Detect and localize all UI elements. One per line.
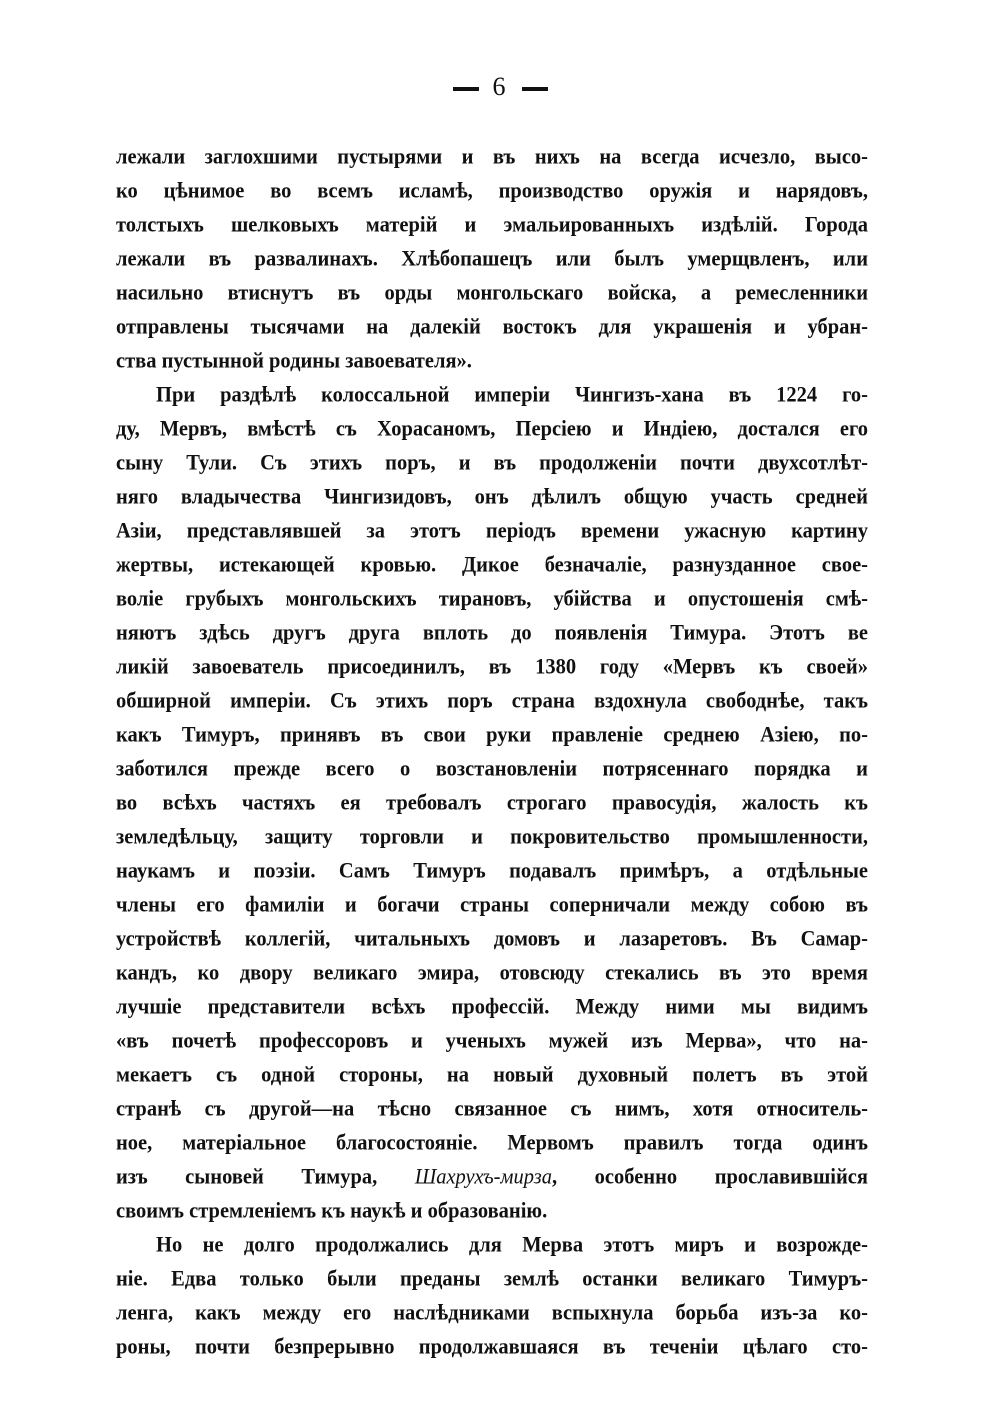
text-line: «въ почетѣ профессоровъ и ученыхъ мужей изъ Мерва», что на- <box>116 1029 868 1053</box>
text-line: При раздѣлѣ колоссальной имперіи Чингизъ-хана въ 1224 го- <box>156 383 868 407</box>
text-line: сыну Тули. Съ этихъ поръ, и въ продолженіи почти двухсотлѣт- <box>116 451 868 475</box>
page-number-value: 6 <box>492 72 508 101</box>
text-line: лежали заглохшими пустырями и въ нихъ на всегда исчезло, высо- <box>116 145 868 169</box>
text-line: жертвы, истекающей кровью. Дикое безначаліе, разнузданное свое- <box>116 553 868 577</box>
text-line: ніе. Едва только были преданы землѣ останки великаго Тимуръ- <box>116 1267 868 1291</box>
text-line: воліе грубыхъ монгольскихъ тирановъ, убійства и опустошенія смѣ- <box>116 587 868 611</box>
text-line: земледѣльцу, защиту торговли и покровительство промышленности, <box>116 825 868 849</box>
paragraph-1 <box>116 140 868 378</box>
page-number-left-dash <box>453 87 479 91</box>
text-line: няютъ здѣсь другъ друга вплоть до появленія Тимура. Этотъ ве <box>116 621 868 645</box>
text-line: насильно втиснутъ въ орды монгольскаго войска, а ремесленники <box>116 281 868 305</box>
text-line: своимъ стремленіемъ къ наукѣ и образованію. <box>116 1199 548 1223</box>
body-text <box>116 140 868 1364</box>
text-line: роны, почти безпрерывно продолжавшаяся въ теченіи цѣлаго сто- <box>116 1335 868 1359</box>
paragraph-3 <box>116 1228 868 1364</box>
text-line: лучшіе представители всѣхъ профессій. Между ними мы видимъ <box>116 995 868 1019</box>
text-line: во всѣхъ частяхъ ея требовалъ строгаго правосудія, жалость къ <box>116 791 868 815</box>
text-line: ко цѣнимое во всемъ исламѣ, производство оружія и нарядовъ, <box>116 179 868 203</box>
text-line: ства пустынной родины завоевателя». <box>116 349 472 373</box>
text-line: мекаетъ съ одной стороны, на новый духовный полетъ въ этой <box>116 1063 868 1087</box>
text-line: кандъ, ко двору великаго эмира, отовсюду стекались въ это время <box>116 961 868 985</box>
text-line: странѣ съ другой—на тѣсно связанное съ нимъ, хотя относитель- <box>116 1097 868 1121</box>
text-line: ду, Мервъ, вмѣстѣ съ Хорасаномъ, Персіею и Индіею, достался его <box>116 417 868 441</box>
text-line: какъ Тимуръ, принявъ въ свои руки правленіе среднею Азіею, по- <box>116 723 868 747</box>
page-number <box>0 72 1000 102</box>
text-line-with-italic: изъ сыновей Тимура, Шахрухъ-мирза, особенно прославившійся <box>116 1165 868 1189</box>
text-line: ное, матеріальное благосостояніе. Мервомъ правилъ тогда одинъ <box>116 1131 868 1155</box>
text-line: устройствѣ коллегій, читальныхъ домовъ и лазаретовъ. Въ Самар- <box>116 927 868 951</box>
text-line: заботился прежде всего о возстановленіи потрясеннаго порядка и <box>116 757 868 781</box>
italic-name: Шахрухъ-мирза <box>414 1165 552 1189</box>
text-line: обширной имперіи. Съ этихъ поръ страна вздохнула свободнѣе, такъ <box>116 689 868 713</box>
text-line: члены его фамиліи и богачи страны соперничали между собою въ <box>116 893 868 917</box>
text-line: Азіи, представлявшей за этотъ періодъ времени ужасную картину <box>116 519 868 543</box>
paragraph-2 <box>116 378 868 1228</box>
text-line: отправлены тысячами на далекій востокъ для украшенія и убран- <box>116 315 868 339</box>
text-line: Но не долго продолжались для Мерва этотъ миръ и возрожде- <box>156 1233 868 1257</box>
text-line: няго владычества Чингизидовъ, онъ дѣлилъ общую участь средней <box>116 485 868 509</box>
page-number-right-dash <box>522 87 548 91</box>
text-line: лежали въ развалинахъ. Хлѣбопашецъ или былъ умерщвленъ, или <box>116 247 868 271</box>
text-line: ликій завоеватель присоединилъ, въ 1380 году «Мервъ къ своей» <box>116 655 868 679</box>
text-line: толстыхъ шелковыхъ матерій и эмальированныхъ издѣлій. Города <box>116 213 868 237</box>
text-line: наукамъ и поэзіи. Самъ Тимуръ подавалъ примѣръ, а отдѣльные <box>116 859 868 883</box>
text-line: ленга, какъ между его наслѣдниками вспыхнула борьба изъ-за ко- <box>116 1301 868 1325</box>
